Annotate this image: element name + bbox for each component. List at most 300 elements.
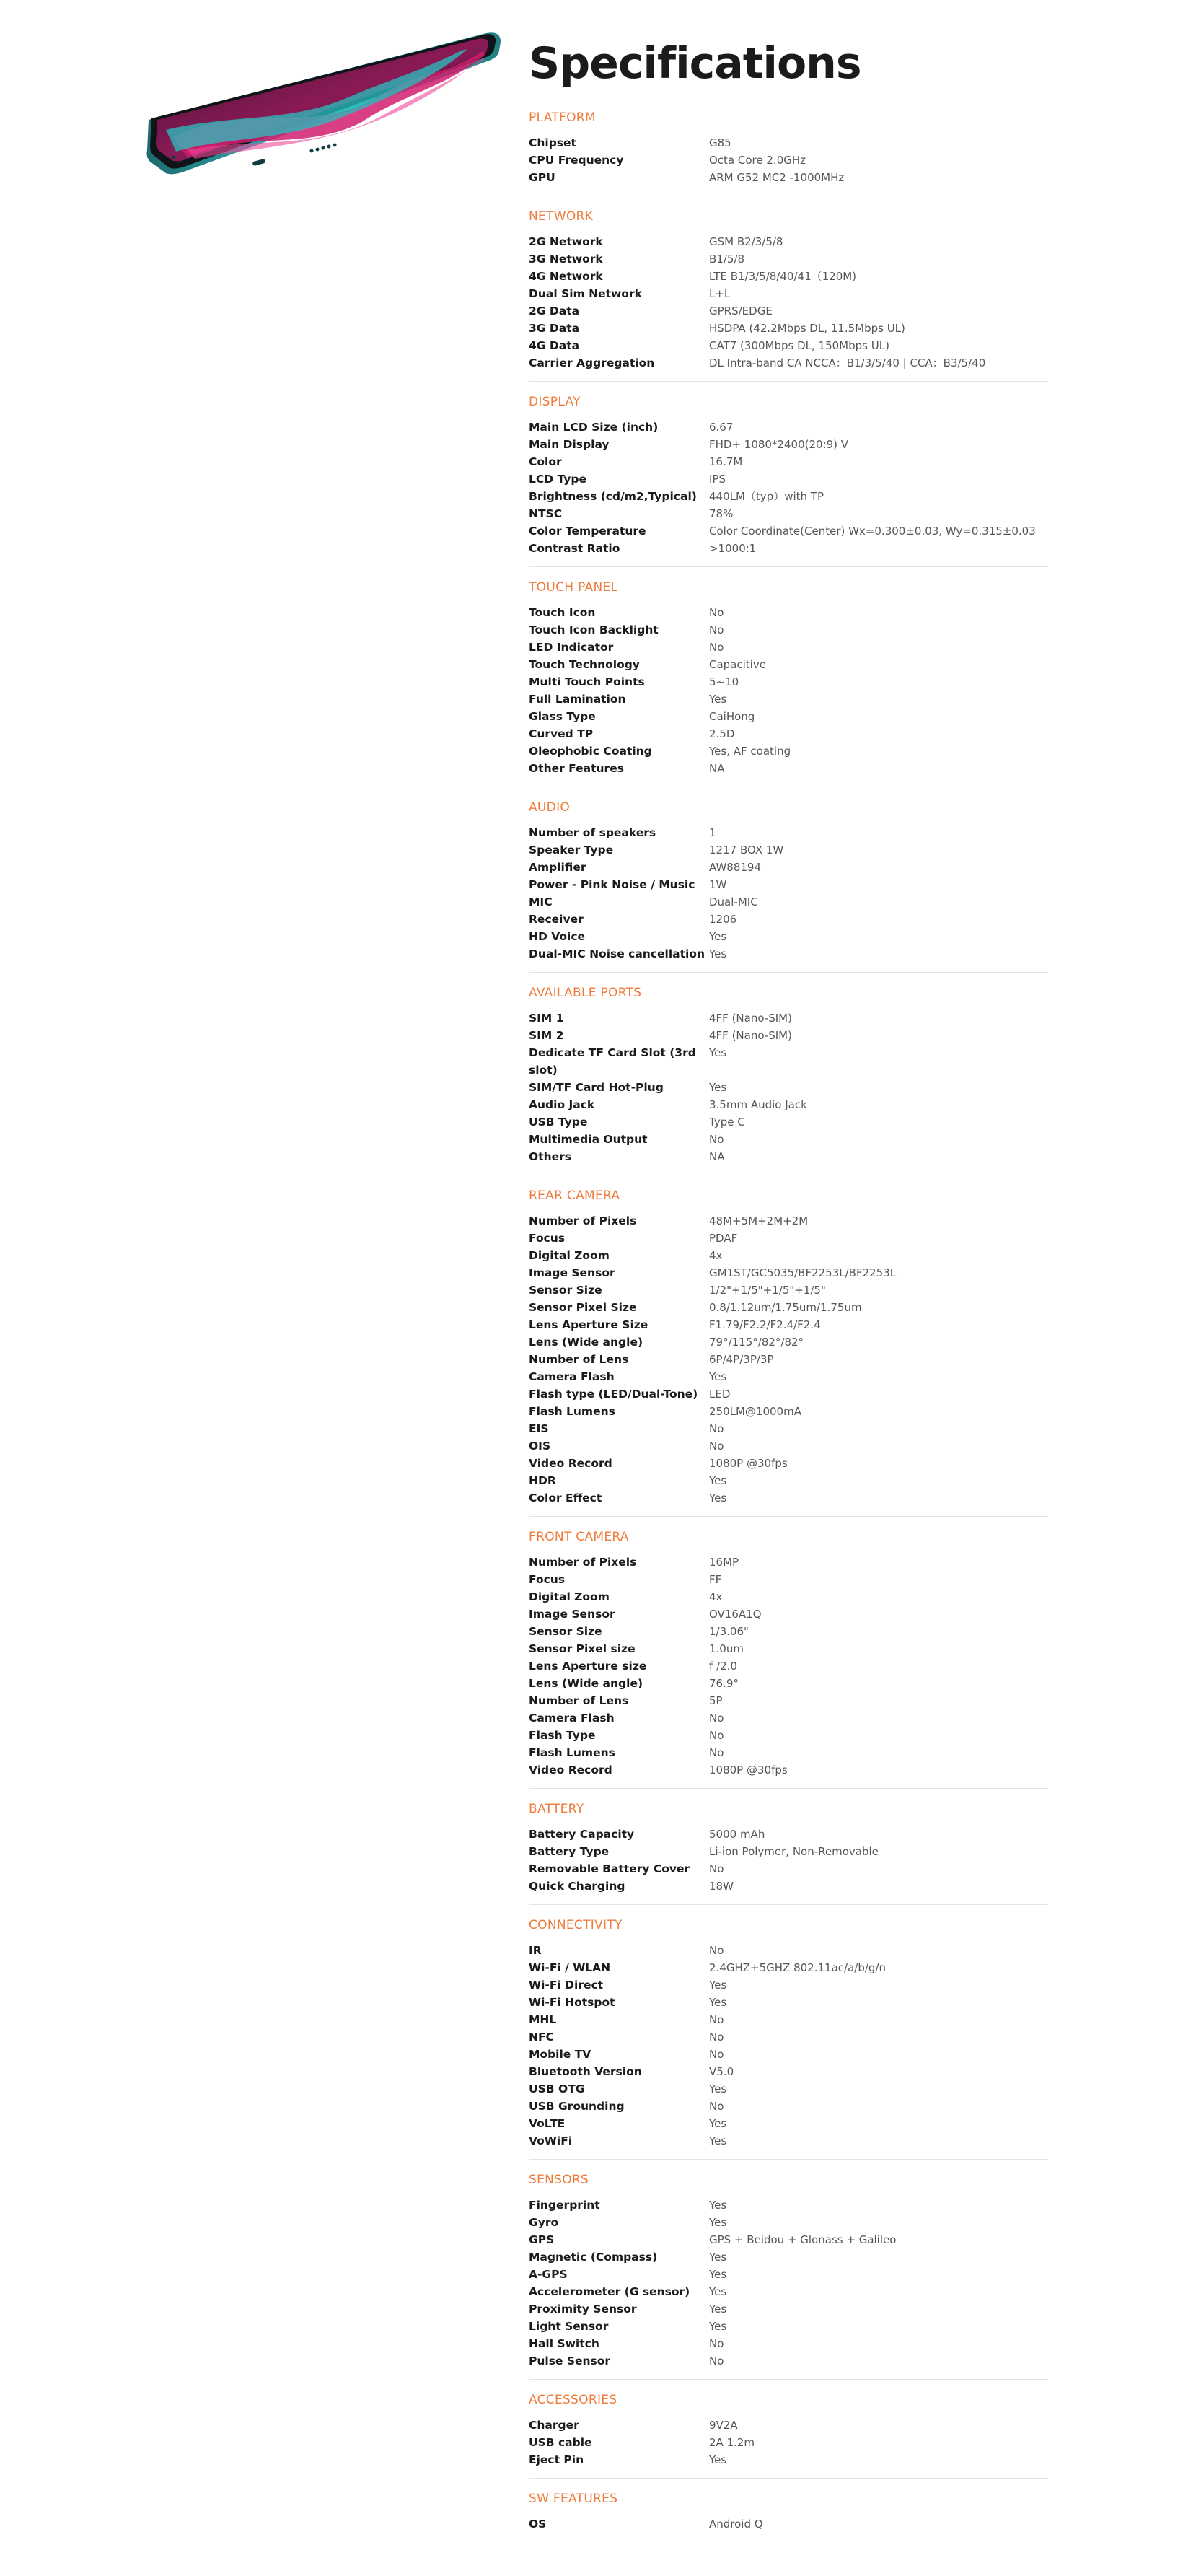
spec-label: Battery Type bbox=[529, 1845, 610, 1858]
spec-label: Dedicate TF Card Slot (3rd slot) bbox=[529, 1046, 696, 1077]
spec-label: Image Sensor bbox=[529, 1266, 615, 1279]
spec-row bbox=[529, 169, 1048, 186]
spec-label: USB cable bbox=[529, 2436, 592, 2449]
spec-row bbox=[529, 436, 1048, 453]
spec-label: SIM 1 bbox=[529, 1012, 564, 1025]
spec-row bbox=[529, 1420, 1048, 1437]
spec-value: CAT7 (300Mbps DL, 150Mbps UL) bbox=[709, 339, 889, 352]
spec-label: SIM 2 bbox=[529, 1029, 564, 1042]
spec-row bbox=[529, 1692, 1048, 1709]
spec-row bbox=[529, 2028, 1048, 2046]
spec-value: 6.67 bbox=[709, 421, 734, 434]
spec-label: Wi-Fi Direct bbox=[529, 1979, 604, 1992]
section-heading: FRONT CAMERA bbox=[529, 1530, 629, 1544]
spec-row bbox=[529, 1230, 1048, 1247]
spec-label: Oleophobic Coating bbox=[529, 745, 652, 758]
spec-row bbox=[529, 2196, 1048, 2214]
spec-section-platform bbox=[529, 110, 1048, 196]
spec-label: Main LCD Size (inch) bbox=[529, 421, 659, 434]
spec-label: A-GPS bbox=[529, 2268, 568, 2281]
spec-value: Yes bbox=[709, 2303, 727, 2316]
spec-row bbox=[529, 1727, 1048, 1744]
spec-label: Curved TP bbox=[529, 727, 594, 740]
spec-label: Magnetic (Compass) bbox=[529, 2251, 658, 2264]
spec-value: L+L bbox=[709, 287, 731, 300]
spec-value: 4x bbox=[709, 1590, 723, 1603]
spec-row bbox=[529, 1959, 1048, 1976]
spec-value: No bbox=[709, 1746, 724, 1759]
spec-row bbox=[529, 1079, 1048, 1096]
spec-label: Accelerometer (G sensor) bbox=[529, 2285, 690, 2298]
spec-value: Yes bbox=[709, 2117, 727, 2130]
spec-label: Number of Pixels bbox=[529, 1214, 637, 1227]
spec-row bbox=[529, 1942, 1048, 1959]
spec-row bbox=[529, 2451, 1048, 2468]
spec-label: Bluetooth Version bbox=[529, 2065, 642, 2078]
spec-row bbox=[529, 233, 1048, 250]
spec-row bbox=[529, 1096, 1048, 1113]
spec-row bbox=[529, 2434, 1048, 2451]
spec-label: Flash Lumens bbox=[529, 1405, 615, 1418]
spec-row bbox=[529, 470, 1048, 488]
spec-value: Octa Core 2.0GHz bbox=[709, 154, 806, 167]
spec-row bbox=[529, 1333, 1048, 1351]
section-heading: AVAILABLE PORTS bbox=[529, 986, 642, 1000]
spec-row bbox=[529, 1148, 1048, 1165]
spec-row bbox=[529, 1472, 1048, 1489]
spec-value: 2.4GHZ+5GHZ 802.11ac/a/b/g/n bbox=[709, 1961, 886, 1974]
spec-label: HD Voice bbox=[529, 930, 586, 943]
spec-row bbox=[529, 505, 1048, 522]
spec-row bbox=[529, 1489, 1048, 1507]
spec-value: Yes, AF coating bbox=[709, 745, 791, 758]
spec-label: Camera Flash bbox=[529, 1370, 615, 1383]
spec-value: Yes bbox=[709, 1046, 727, 1059]
spec-label: Contrast Ratio bbox=[529, 542, 620, 555]
spec-value: GPRS/EDGE bbox=[709, 305, 773, 317]
spec-value: FF bbox=[709, 1573, 722, 1586]
spec-label: Flash Type bbox=[529, 1729, 596, 1742]
spec-section-touch-panel bbox=[529, 579, 1048, 787]
spec-row bbox=[529, 2080, 1048, 2098]
spec-row bbox=[529, 250, 1048, 268]
spec-label: OIS bbox=[529, 1440, 551, 1453]
spec-row bbox=[529, 824, 1048, 841]
spec-row bbox=[529, 1878, 1048, 1895]
spec-label: Color Temperature bbox=[529, 525, 646, 538]
spec-row bbox=[529, 2046, 1048, 2063]
spec-row bbox=[529, 656, 1048, 673]
spec-label: Power - Pink Noise / Music bbox=[529, 878, 695, 891]
spec-row bbox=[529, 1027, 1048, 1044]
spec-value: No bbox=[709, 2100, 724, 2113]
spec-value: Yes bbox=[709, 2216, 727, 2229]
spec-row bbox=[529, 1761, 1048, 1779]
spec-section-available-ports bbox=[529, 985, 1048, 1175]
spec-label: Fingerprint bbox=[529, 2199, 600, 2212]
spec-label: GPS bbox=[529, 2233, 555, 2246]
spec-row bbox=[529, 1554, 1048, 1571]
spec-value: Yes bbox=[709, 1996, 727, 2009]
spec-row bbox=[529, 859, 1048, 876]
spec-sections bbox=[529, 110, 1048, 2542]
spec-label: Video Record bbox=[529, 1764, 612, 1777]
section-heading: CONNECTIVITY bbox=[529, 1918, 623, 1932]
spec-label: Eject Pin bbox=[529, 2453, 584, 2466]
spec-value: Yes bbox=[709, 1370, 727, 1383]
spec-label: Sensor Size bbox=[529, 1625, 602, 1638]
spec-label: Others bbox=[529, 1150, 572, 1163]
spec-label: Camera Flash bbox=[529, 1712, 615, 1725]
spec-row bbox=[529, 1623, 1048, 1640]
spec-row bbox=[529, 488, 1048, 505]
spec-value: Yes bbox=[709, 2320, 727, 2333]
spec-row bbox=[529, 2063, 1048, 2080]
spec-value: No bbox=[709, 623, 724, 636]
spec-label: EIS bbox=[529, 1422, 549, 1435]
section-heading: SENSORS bbox=[529, 2173, 589, 2187]
spec-row bbox=[529, 2335, 1048, 2352]
spec-value: No bbox=[709, 2013, 724, 2026]
spec-value: 48M+5M+2M+2M bbox=[709, 1214, 809, 1227]
spec-value: Yes bbox=[709, 1474, 727, 1487]
spec-value: Type C bbox=[709, 1116, 745, 1129]
spec-row bbox=[529, 2266, 1048, 2283]
spec-value: OV16A1Q bbox=[709, 1608, 762, 1621]
spec-value: No bbox=[709, 1133, 724, 1146]
spec-label: Touch Technology bbox=[529, 658, 640, 671]
spec-label: Charger bbox=[529, 2419, 579, 2432]
spec-label: Multi Touch Points bbox=[529, 675, 645, 688]
spec-label: Color bbox=[529, 455, 562, 468]
spec-value: 1080P @30fps bbox=[709, 1457, 788, 1470]
spec-row bbox=[529, 285, 1048, 302]
spec-value: B1/5/8 bbox=[709, 253, 745, 266]
section-heading: PLATFORM bbox=[529, 110, 596, 125]
spec-value: 1W bbox=[709, 878, 727, 891]
spec-label: VoWiFi bbox=[529, 2134, 573, 2147]
section-heading: REAR CAMERA bbox=[529, 1188, 620, 1203]
spec-value: 4x bbox=[709, 1249, 723, 1262]
spec-value: 1/3.06" bbox=[709, 1625, 749, 1638]
spec-label: IR bbox=[529, 1944, 542, 1957]
spec-value: Yes bbox=[709, 1081, 727, 1094]
spec-value: Yes bbox=[709, 1491, 727, 1504]
spec-value: 440LM（typ）with TP bbox=[709, 490, 824, 503]
spec-value: NA bbox=[709, 1150, 725, 1163]
spec-value: No bbox=[709, 1862, 724, 1875]
spec-row bbox=[529, 2248, 1048, 2266]
spec-value: 0.8/1.12um/1.75um/1.75um bbox=[709, 1301, 862, 1314]
spec-value: 1217 BOX 1W bbox=[709, 844, 784, 857]
spec-value: Yes bbox=[709, 947, 727, 960]
spec-section-front-camera bbox=[529, 1529, 1048, 1789]
phone-illustration bbox=[144, 29, 505, 195]
spec-section-sw-features bbox=[529, 2491, 1048, 2542]
spec-row bbox=[529, 639, 1048, 656]
spec-value: 9V2A bbox=[709, 2419, 738, 2432]
spec-value: Yes bbox=[709, 2268, 727, 2281]
spec-label: Lens (Wide angle) bbox=[529, 1336, 643, 1349]
spec-value: No bbox=[709, 2337, 724, 2350]
spec-row bbox=[529, 2417, 1048, 2434]
spec-value: 78% bbox=[709, 507, 734, 520]
spec-row bbox=[529, 945, 1048, 963]
spec-row bbox=[529, 2318, 1048, 2335]
spec-label: Multimedia Output bbox=[529, 1133, 648, 1146]
spec-label: Audio Jack bbox=[529, 1098, 595, 1111]
spec-value: 1206 bbox=[709, 913, 737, 926]
spec-value: 18W bbox=[709, 1880, 734, 1893]
spec-row bbox=[529, 1403, 1048, 1420]
spec-value: 16.7M bbox=[709, 455, 743, 468]
spec-row bbox=[529, 1212, 1048, 1230]
spec-value: AW88194 bbox=[709, 861, 761, 874]
spec-label: Digital Zoom bbox=[529, 1249, 610, 1262]
spec-label: Sensor Pixel Size bbox=[529, 1301, 637, 1314]
spec-value: Yes bbox=[709, 2251, 727, 2264]
spec-value: >1000:1 bbox=[709, 542, 757, 555]
spec-label: MIC bbox=[529, 895, 553, 908]
page-title: Specifications bbox=[529, 38, 861, 89]
spec-row bbox=[529, 1351, 1048, 1368]
spec-value: Android Q bbox=[709, 2518, 763, 2531]
spec-label: LED Indicator bbox=[529, 641, 614, 654]
spec-row bbox=[529, 2515, 1048, 2533]
spec-row bbox=[529, 893, 1048, 911]
spec-label: 4G Network bbox=[529, 270, 603, 283]
section-heading: AUDIO bbox=[529, 800, 571, 815]
spec-value: Yes bbox=[709, 2199, 727, 2212]
spec-row bbox=[529, 453, 1048, 470]
spec-label: Receiver bbox=[529, 913, 584, 926]
phone-product-image bbox=[144, 29, 505, 195]
spec-label: Sensor Size bbox=[529, 1284, 602, 1297]
spec-row bbox=[529, 1299, 1048, 1316]
spec-row bbox=[529, 152, 1048, 169]
spec-value: 2A 1.2m bbox=[709, 2436, 755, 2449]
spec-value: Yes bbox=[709, 2453, 727, 2466]
spec-row bbox=[529, 1976, 1048, 1994]
spec-label: Color Effect bbox=[529, 1491, 602, 1504]
spec-value: NA bbox=[709, 762, 725, 775]
section-heading: SW FEATURES bbox=[529, 2492, 618, 2506]
spec-label: Carrier Aggregation bbox=[529, 356, 655, 369]
spec-value: No bbox=[709, 1440, 724, 1453]
section-heading: TOUCH PANEL bbox=[529, 580, 618, 595]
spec-row bbox=[529, 337, 1048, 354]
spec-label: HDR bbox=[529, 1474, 556, 1487]
spec-row bbox=[529, 1437, 1048, 1455]
spec-row bbox=[529, 876, 1048, 893]
spec-row bbox=[529, 1744, 1048, 1761]
spec-value: No bbox=[709, 1729, 724, 1742]
spec-value: ARM G52 MC2 -1000MHz bbox=[709, 171, 845, 184]
spec-row bbox=[529, 841, 1048, 859]
spec-section-audio bbox=[529, 799, 1048, 973]
spec-label: 2G Data bbox=[529, 305, 580, 317]
spec-value: 1.0um bbox=[709, 1642, 744, 1655]
spec-value: Li-ion Polymer, Non-Removable bbox=[709, 1845, 879, 1858]
spec-row bbox=[529, 2214, 1048, 2231]
spec-value: 3.5mm Audio Jack bbox=[709, 1098, 807, 1111]
spec-value: 6P/4P/3P/3P bbox=[709, 1353, 774, 1366]
spec-value: PDAF bbox=[709, 1232, 738, 1245]
spec-row bbox=[529, 1826, 1048, 1843]
spec-row bbox=[529, 1588, 1048, 1605]
spec-value: Yes bbox=[709, 2082, 727, 2095]
spec-row bbox=[529, 673, 1048, 691]
section-heading: NETWORK bbox=[529, 209, 594, 224]
spec-row bbox=[529, 2011, 1048, 2028]
spec-label: Wi-Fi / WLAN bbox=[529, 1961, 611, 1974]
spec-value: No bbox=[709, 1422, 724, 1435]
spec-row bbox=[529, 354, 1048, 372]
spec-value: 4FF (Nano-SIM) bbox=[709, 1012, 792, 1025]
spec-row bbox=[529, 1675, 1048, 1692]
spec-label: Full Lamination bbox=[529, 693, 626, 706]
spec-label: MHL bbox=[529, 2013, 557, 2026]
spec-section-connectivity bbox=[529, 1917, 1048, 2160]
spec-value: 79°/115°/82°/82° bbox=[709, 1336, 804, 1349]
spec-label: Removable Battery Cover bbox=[529, 1862, 690, 1875]
spec-value: GPS + Beidou + Glonass + Galileo bbox=[709, 2233, 897, 2246]
spec-row bbox=[529, 302, 1048, 320]
spec-row bbox=[529, 2300, 1048, 2318]
spec-label: VoLTE bbox=[529, 2117, 566, 2130]
spec-row bbox=[529, 1282, 1048, 1299]
spec-value: No bbox=[709, 2354, 724, 2367]
spec-section-sensors bbox=[529, 2172, 1048, 2380]
spec-label: Pulse Sensor bbox=[529, 2354, 611, 2367]
spec-row bbox=[529, 1009, 1048, 1027]
spec-label: Wi-Fi Hotspot bbox=[529, 1996, 615, 2009]
spec-row bbox=[529, 1316, 1048, 1333]
spec-label: Brightness (cd/m2,Typical) bbox=[529, 490, 697, 503]
spec-label: GPU bbox=[529, 171, 555, 184]
spec-label: Light Sensor bbox=[529, 2320, 609, 2333]
spec-value: No bbox=[709, 1944, 724, 1957]
spec-value: No bbox=[709, 606, 724, 619]
spec-value: Capacitive bbox=[709, 658, 766, 671]
spec-row bbox=[529, 1385, 1048, 1403]
spec-value: DL Intra-band CA NCCA：B1/3/5/40 | CCA：B3/5/40 bbox=[709, 356, 986, 369]
spec-row bbox=[529, 2283, 1048, 2300]
spec-value: Yes bbox=[709, 693, 727, 706]
spec-row bbox=[529, 708, 1048, 725]
spec-value: Yes bbox=[709, 930, 727, 943]
spec-label: 3G Network bbox=[529, 253, 603, 266]
spec-value: 1080P @30fps bbox=[709, 1764, 788, 1777]
specifications-panel bbox=[529, 35, 1048, 2554]
spec-section-battery bbox=[529, 1801, 1048, 1905]
spec-row bbox=[529, 1994, 1048, 2011]
spec-row bbox=[529, 1455, 1048, 1472]
spec-row bbox=[529, 1843, 1048, 1860]
spec-label: Touch Icon bbox=[529, 606, 596, 619]
spec-value: No bbox=[709, 1712, 724, 1725]
spec-row bbox=[529, 2098, 1048, 2115]
spec-row bbox=[529, 621, 1048, 639]
spec-label: Mobile TV bbox=[529, 2048, 592, 2061]
spec-value: 5P bbox=[709, 1694, 723, 1707]
spec-label: Other Features bbox=[529, 762, 624, 775]
spec-label: Main Display bbox=[529, 438, 610, 451]
spec-row bbox=[529, 1709, 1048, 1727]
spec-row bbox=[529, 1264, 1048, 1282]
spec-label: Flash Lumens bbox=[529, 1746, 615, 1759]
spec-value: LTE B1/3/5/8/40/41（120M) bbox=[709, 270, 857, 283]
spec-section-display bbox=[529, 394, 1048, 567]
spec-value: CaiHong bbox=[709, 710, 755, 723]
spec-label: NFC bbox=[529, 2030, 554, 2043]
spec-label: USB OTG bbox=[529, 2082, 585, 2095]
spec-value: Dual-MIC bbox=[709, 895, 758, 908]
spec-label: Sensor Pixel size bbox=[529, 1642, 636, 1655]
spec-label: Lens Aperture Size bbox=[529, 1318, 648, 1331]
spec-value: V5.0 bbox=[709, 2065, 734, 2078]
spec-row bbox=[529, 928, 1048, 945]
spec-row bbox=[529, 134, 1048, 152]
spec-label: USB Grounding bbox=[529, 2100, 625, 2113]
spec-row bbox=[529, 2132, 1048, 2150]
spec-row bbox=[529, 691, 1048, 708]
spec-row bbox=[529, 1571, 1048, 1588]
spec-value: 1/2"+1/5"+1/5"+1/5" bbox=[709, 1284, 826, 1297]
spec-row bbox=[529, 540, 1048, 557]
spec-row bbox=[529, 1657, 1048, 1675]
spec-row bbox=[529, 268, 1048, 285]
spec-row bbox=[529, 2115, 1048, 2132]
spec-value: Yes bbox=[709, 1979, 727, 1992]
spec-value: 250LM@1000mA bbox=[709, 1405, 801, 1418]
spec-label: Focus bbox=[529, 1232, 566, 1245]
spec-row bbox=[529, 911, 1048, 928]
spec-label: Touch Icon Backlight bbox=[529, 623, 659, 636]
spec-row bbox=[529, 1605, 1048, 1623]
spec-label: Proximity Sensor bbox=[529, 2303, 637, 2316]
spec-label: Video Record bbox=[529, 1457, 612, 1470]
spec-label: Flash type (LED/Dual-Tone) bbox=[529, 1388, 698, 1401]
spec-value: 5~10 bbox=[709, 675, 739, 688]
spec-section-accessories bbox=[529, 2392, 1048, 2479]
spec-row bbox=[529, 1113, 1048, 1131]
spec-value: G85 bbox=[709, 136, 731, 149]
spec-value: GSM B2/3/5/8 bbox=[709, 235, 783, 248]
spec-row bbox=[529, 1044, 1048, 1079]
spec-value: No bbox=[709, 2048, 724, 2061]
spec-label: Focus bbox=[529, 1573, 566, 1586]
spec-value: HSDPA (42.2Mbps DL, 11.5Mbps UL) bbox=[709, 322, 905, 335]
spec-label: OS bbox=[529, 2518, 547, 2531]
spec-row bbox=[529, 1368, 1048, 1385]
spec-value: GM1ST/GC5035/BF2253L/BF2253L bbox=[709, 1266, 897, 1279]
spec-row bbox=[529, 742, 1048, 760]
spec-label: 4G Data bbox=[529, 339, 580, 352]
spec-row bbox=[529, 419, 1048, 436]
spec-value: 76.9° bbox=[709, 1677, 739, 1690]
spec-row bbox=[529, 604, 1048, 621]
spec-label: Image Sensor bbox=[529, 1608, 615, 1621]
spec-label: NTSC bbox=[529, 507, 563, 520]
section-heading: DISPLAY bbox=[529, 395, 581, 409]
spec-label: 2G Network bbox=[529, 235, 603, 248]
section-heading: BATTERY bbox=[529, 1802, 584, 1816]
spec-row bbox=[529, 2352, 1048, 2370]
spec-label: USB Type bbox=[529, 1116, 588, 1129]
spec-label: Digital Zoom bbox=[529, 1590, 610, 1603]
spec-label: Speaker Type bbox=[529, 844, 614, 857]
